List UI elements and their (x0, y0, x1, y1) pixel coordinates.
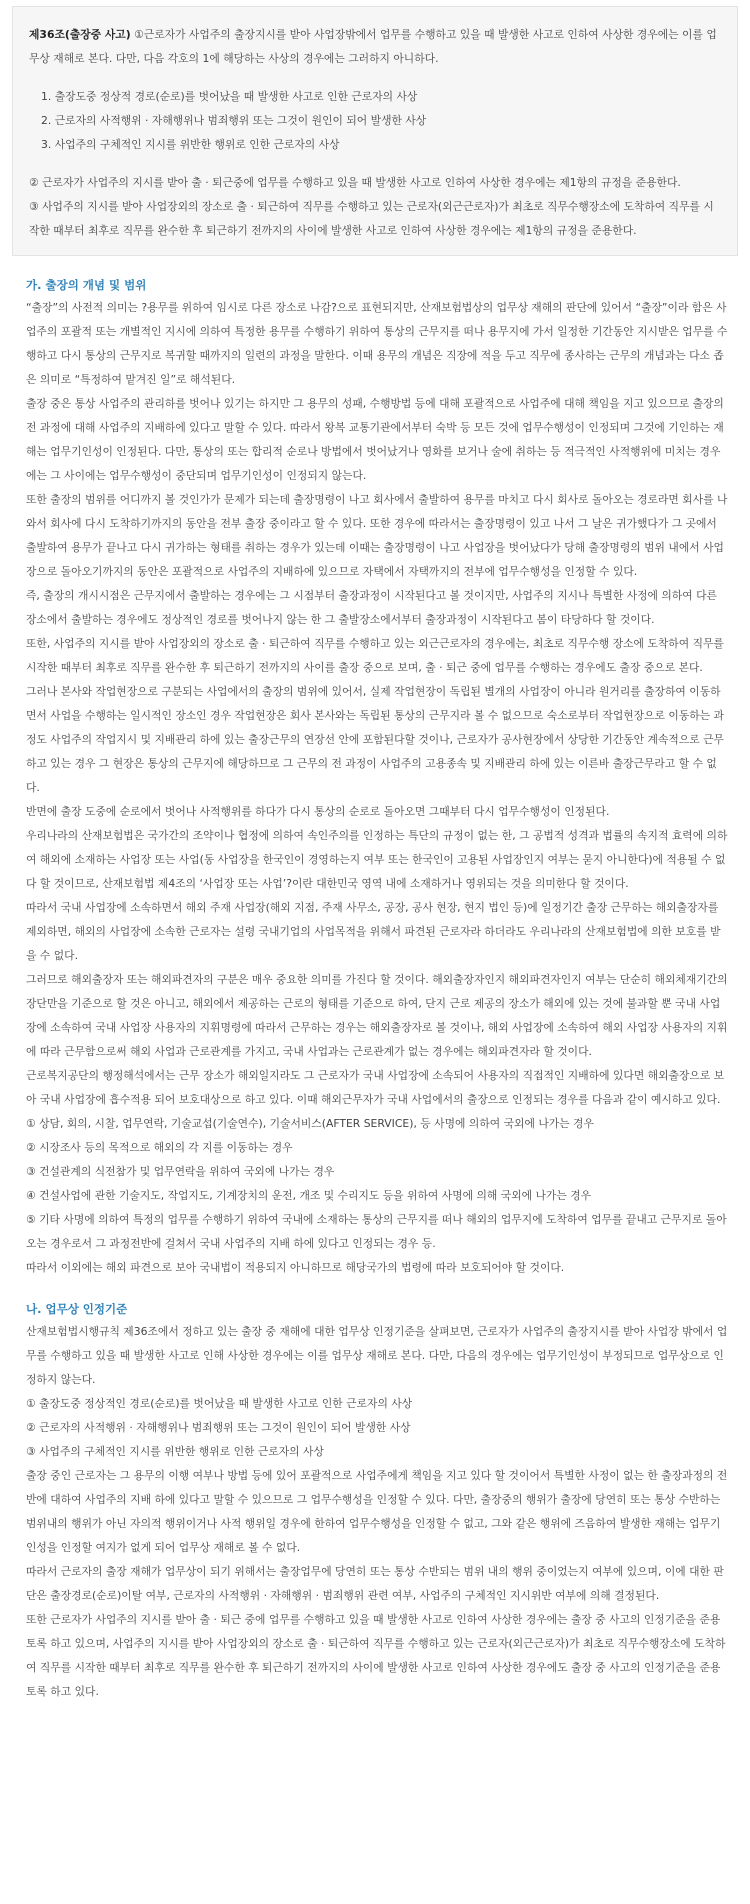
paragraph: 근로복지공단의 행정해석에서는 근무 장소가 해외일지라도 그 근로자가 국내 사업장에 소속되어 사용자의 직접적인 지배하에 있다면 해외출장으로 보아 국내 사업장에 흡수적용 되어 보호대상으로 하고 있다. 이때 해외근무자가 국내 사업에서의 출장으로 인정되는 경우를 다음과 같이 예시하고 있다. (26, 1069, 725, 1106)
list-item: ① 상담, 회의, 시찰, 업무연락, 기술교섭(기술연수), 기술서비스(AFTER SERVICE), 등 사명에 의하여 국외에 나가는 경우 (26, 1117, 594, 1130)
section-title: 나. 업무상 인정기준 (26, 1302, 128, 1316)
paragraph: 출장 중인 근로자는 그 용무의 이행 여부나 방법 등에 있어 포괄적으로 사업주에게 책임을 지고 있다 할 것이어서 특별한 사정이 없는 한 출장과정의 전반에 대하여 사업주의 지배 하에 있다고 말할 수 있으므로 그 업무수행성을 인정할 수 있다. 다만, 출장중의 행위가 출장에 당연히 또는 통상 수반하는 범위내의 행위가 아닌 자의적 행위이거나 사적 행위일 경우에 한하여 업무수행성을 인정할 수 없고, 그와 같은 행위에 즈음하여 발생한 재해는 업무기인성을 인정할 여지가 없게 되어 업무상 재해로 볼 수 없다. (26, 1469, 728, 1554)
paragraph: 따라서 이외에는 해외 파견으로 보아 국내법이 적용되지 아니하므로 해당국가의 법령에 따라 보호되어야 할 것이다. (26, 1261, 565, 1274)
law-article-box (12, 6, 738, 256)
law-paragraph-2: ② 근로자가 사업주의 지시를 받아 출 · 퇴근중에 업무를 수행하고 있을 때 발생한 사고로 인하여 사상한 경우에는 제1항의 규정을 준용한다. (29, 176, 681, 189)
paragraph: 또한, 사업주의 지시를 받아 사업장외의 장소로 출 · 퇴근하여 직무를 수행하고 있는 외근근로자의 경우에는, 최초로 직무수행 장소에 도착하여 직무를 시작한 때부터 최후로 직무를 완수한 후 퇴근하기 전까지의 사이를 출장 중으로 보며, 출 · 퇴근 중에 업무를 수행하는 경우에도 출장 중으로 본다. (26, 637, 724, 674)
list-item: ④ 건설사업에 관한 기술지도, 작업지도, 기계장치의 운전, 개조 및 수리지도 등을 위하여 사명에 의해 국외에 나가는 경우 (26, 1189, 592, 1202)
section-concept-scope (12, 274, 738, 1280)
law-heading: 제36조(출장중 사고) (29, 28, 131, 41)
list-item: ② 근로자의 사적행위 · 자해행위나 범죄행위 또는 그것이 원인이 되어 발생한 사상 (26, 1421, 411, 1434)
list-item: ② 시장조사 등의 목적으로 해외의 각 지를 이동하는 경우 (26, 1141, 293, 1154)
list-item: ⑤ 기타 사명에 의하여 특정의 업무를 수행하기 위하여 국내에 소재하는 통상의 근무지를 떠나 해외의 업무지에 도착하여 업무를 끝내고 근무지로 돌아오는 경우로서 그 과정전반에 걸쳐서 국내 사업주의 지배 하에 있다고 인정되는 경우 등. (26, 1213, 727, 1250)
paragraph: 따라서 근로자의 출장 재해가 업무상이 되기 위해서는 출장업무에 당연히 또는 통상 수반되는 범위 내의 행위 중이었는지 여부에 있으며, 이에 대한 판단은 출장경로(순로)이탈 여부, 근로자의 사적행위 · 자해행위 · 범죄행위 관련 여부, 사업주의 구체적인 지시위반 여부에 의해 결정된다. (26, 1565, 724, 1602)
paragraph: 출장 중은 통상 사업주의 관리하를 벗어나 있기는 하지만 그 용무의 성패, 수행방법 등에 대해 포괄적으로 사업주에 대해 책임을 지고 있으므로 출장의 전 과정에 대해 사업주의 지배하에 있다고 말할 수 있다. 따라서 왕복 교통기관에서부터 숙박 등 모든 것에 업무수행성이 인정되며 그것에 기인하는 재해는 업무기인성이 인정된다. 다만, 통상의 또는 합리적 순로나 방법에서 벗어났거나 영화를 보거나 술에 취하는 등 적극적인 사적행위에 미치는 경우에는 그 사이에는 업무수행성이 중단되며 업무기인성이 인정되지 않는다. (26, 397, 724, 482)
list-item: ③ 사업주의 구체적인 지시를 위반한 행위로 인한 근로자의 사상 (26, 1445, 324, 1458)
law-item: 3. 사업주의 구체적인 지시를 위반한 행위로 인한 근로자의 사상 (41, 138, 340, 151)
law-intro-text: ①근로자가 사업주의 출장지시를 받아 사업장밖에서 업무를 수행하고 있을 때 발생한 사고로 인하여 사상한 경우에는 이를 업무상 재해로 본다. 다만, 다음 각호의 1에 해당하는 사상의 경우에는 그러하지 아니하다. (29, 28, 717, 65)
paragraph: 또한 근로자가 사업주의 지시를 받아 출 · 퇴근 중에 업무를 수행하고 있을 때 발생한 사고로 인하여 사상한 경우에는 출장 중 사고의 인정기준을 준용토록 하고 있으며, 사업주의 지시를 받아 사업장외의 장소로 출 · 퇴근하여 직무를 수행하고 있는 근로자(외근근로자)가 최초로 직무수행장소에 도착하여 직무를 시작한 때부터 최후로 직무를 완수한 후 퇴근하기 전까지의 사이에 발생한 사고로 인하여 사상한 경우에도 출장 중 사고의 인정기준을 준용토록 하고 있다. (26, 1613, 726, 1698)
paragraph: 또한 출장의 범위를 어디까지 볼 것인가가 문제가 되는데 출장명령이 나고 회사에서 출발하여 용무를 마치고 다시 회사로 돌아오는 경로라면 회사를 나와서 회사에 다시 도착하기까지의 동안을 전부 출장 중이라고 할 수 있다. 또한 경우에 따라서는 출장명령이 있고 나서 그 날은 귀가했다가 그 곳에서 출발하여 용무가 끝나고 다시 귀가하는 형태를 취하는 경우가 있는데 이때는 출장명령이 나고 사업장을 벗어났다가 당해 출장명령의 범위 내에서 사업장으로 돌아오기까지의 동안은 포괄적으로 사업주의 지배하에 있으므로 자택에서 자택까지의 전부에 업무수행성을 인정할 수 있다. (26, 493, 728, 578)
section-title: 가. 출장의 개념 및 범위 (26, 278, 147, 292)
law-paragraph-3: ③ 사업주의 지시를 받아 사업장외의 장소로 출 · 퇴근하여 직무를 수행하고 있는 근로자(외근근로자)가 최초로 직무수행장소에 도착하여 직무를 시작한 때부터 최후로 직무를 완수한 후 퇴근하기 전까지의 사이에 발생한 사고로 인하여 사상한 경우에는 제1항의 규정을 준용한다. (29, 200, 714, 237)
law-intro (29, 23, 721, 71)
paragraph: 즉, 출장의 개시시점은 근무지에서 출발하는 경우에는 그 시점부터 출장과정이 시작된다고 볼 것이지만, 사업주의 지시나 특별한 사정에 의하여 다른 장소에서 출발하는 경우에도 정상적인 경로를 벗어나지 않는 한 그 출발장소에서부터 출장과정이 시작된다고 봄이 타당하다 할 것이다. (26, 589, 717, 626)
paragraph: 반면에 출장 도중에 순로에서 벗어나 사적행위를 하다가 다시 통상의 순로로 돌아오면 그때부터 다시 업무수행성이 인정된다. (26, 805, 610, 818)
paragraph: 따라서 국내 사업장에 소속하면서 해외 주재 사업장(해외 지점, 주재 사무소, 공장, 공사 현장, 현지 법인 등)에 일정기간 출장 근무하는 해외출장자를 제외하면, 해외의 사업장에 소속한 근로자는 설령 국내기업의 사업목적을 위해서 파견된 근로자라 하더라도 우리나라의 산재보험법에 의한 보호를 받을 수 없다. (26, 901, 721, 962)
law-item: 1. 출장도중 정상적 경로(순로)를 벗어났을 때 발생한 사고로 인한 근로자의 사상 (41, 90, 418, 103)
paragraph: 산재보험법시행규칙 제36조에서 정하고 있는 출장 중 재해에 대한 업무상 인정기준을 살펴보면, 근로자가 사업주의 출장지시를 받아 사업장 밖에서 업무를 수행하고 있을 때 발생한 사고로 인해 사상한 경우에는 이를 업무상 재해로 본다. 다만, 다음의 경우에는 업무기인성이 부정되므로 업무상으로 인정하지 않는다. (26, 1325, 728, 1386)
law-item-list (29, 85, 721, 157)
list-item: ① 출장도중 정상적인 경로(순로)를 벗어났을 때 발생한 사고로 인한 근로자의 사상 (26, 1397, 413, 1410)
paragraph: 그러므로 해외출장자 또는 해외파견자의 구분은 매우 중요한 의미를 가진다 할 것이다. 해외출장자인지 해외파견자인지 여부는 단순히 해외체재기간의 장단만을 기준으로 할 것은 아니고, 해외에서 제공하는 근로의 형태를 기준으로 하여, 단지 근로 제공의 장소가 해외에 있는 것에 불과할 뿐 국내 사업장에 소속하여 국내 사업장 사용자의 지휘명령에 따라서 근무하는 경우는 해외출장자로 볼 것이나, 해외 사업장에 소속하여 해외 사업장 사용자의 지휘에 따라 근무함으로써 해외 사업과 근로관계를 가지고, 국내 사업과는 근로관계가 없는 경우에는 해외파견자라 할 것이다. (26, 973, 728, 1058)
list-item: ③ 건설관계의 식전참가 및 업무연락을 위하여 국외에 나가는 경우 (26, 1165, 335, 1178)
paragraph: “출장”의 사전적 의미는 ?용무를 위하여 임시로 다른 장소로 나감?으로 표현되지만, 산재보험법상의 업무상 재해의 판단에 있어서 “출장”이라 함은 사업주의 포괄적 또는 개별적인 지시에 의하여 특정한 용무를 수행하기 위하여 통상의 근무지를 떠나 용무지에 가서 일정한 기간동안 지시받은 업무를 수행하고 다시 통상의 근무지로 복귀할 때까지의 일련의 과정을 말한다. 이때 용무의 개념은 직장에 적을 두고 직무에 종사하는 근무의 개념과는 다소 좁은 의미로 “특정하여 맡겨진 일”로 해석된다. (26, 301, 728, 386)
paragraph: 우리나라의 산재보험법은 국가간의 조약이나 협정에 의하여 속인주의를 인정하는 특단의 규정이 없는 한, 그 공법적 성격과 법률의 속지적 효력에 의하여 해외에 소재하는 사업장 또는 사업(동 사업장을 한국인이 경영하는지 여부 또는 한국인이 고용된 사업장인지 여부는 묻지 아니한다)에 적용될 수 없다 할 것이므로, 산재보험법 제4조의 ‘사업장 또는 사업’?이란 대한민국 영역 내에 소재하거나 영위되는 것을 의미한다 할 것이다. (26, 829, 728, 890)
law-item: 2. 근로자의 사적행위 · 자해행위나 범죄행위 또는 그것이 원인이 되어 발생한 사상 (41, 114, 427, 127)
section-recognition-criteria (12, 1298, 738, 1704)
paragraph: 그러나 본사와 작업현장으로 구분되는 사업에서의 출장의 범위에 있어서, 실제 작업현장이 독립된 별개의 사업장이 아니라 원거리를 출장하여 이동하면서 사업을 수행하는 일시적인 장소인 경우 작업현장은 회사 본사와는 독립된 통상의 근무지라 볼 수 없으므로 숙소로부터 작업현장으로 이동하는 과정도 사업주의 작업지시 및 지배관리 하에 있는 출장근무의 연장선 안에 포함된다할 것이나, 근로자가 공사현장에서 상당한 기간동안 계속적으로 근무하고 있는 경우 그 현장은 통상의 근무지에 해당하므로 그 근무의 전 과정이 사업주의 고용종속 및 지배관리 하에 있는 이른바 출장근무라고 할 수 없다. (26, 685, 724, 794)
